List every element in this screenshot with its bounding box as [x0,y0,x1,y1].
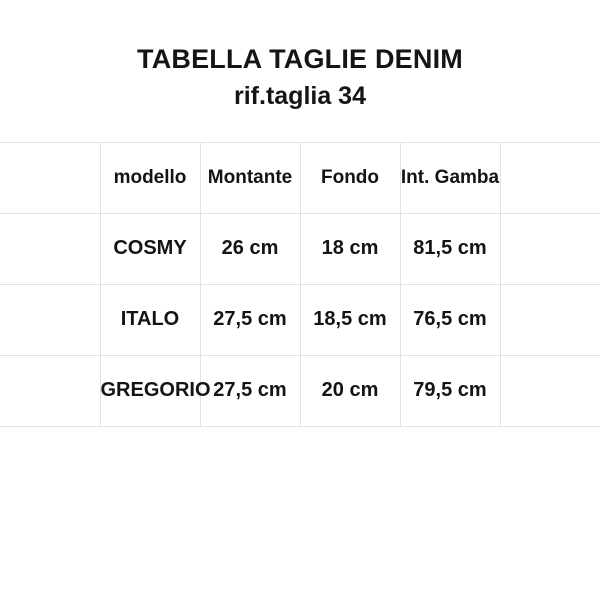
column-header-modello: modello [100,142,200,213]
table-row [0,355,600,426]
cell-int-gamba: 81,5 cm [400,213,500,284]
column-header-fondo: Fondo [300,142,400,213]
spacer-cell-left [0,213,100,284]
size-table-container [0,142,600,427]
cell-modello: GREGORIO [100,355,200,426]
cell-modello: ITALO [100,284,200,355]
table-row [0,213,600,284]
spacer-cell-right [500,213,600,284]
column-header-int-gamba: Int. Gamba [400,142,500,213]
table-row [0,284,600,355]
spacer-cell-right [500,355,600,426]
cell-montante: 26 cm [200,213,300,284]
page-subtitle: rif.taglia 34 [234,82,366,111]
spacer-cell-right [500,284,600,355]
cell-int-gamba: 76,5 cm [400,284,500,355]
spacer-cell-left-header [0,142,100,213]
cell-int-gamba: 79,5 cm [400,355,500,426]
cell-modello: COSMY [100,213,200,284]
cell-fondo: 18 cm [300,213,400,284]
spacer-cell-right-header [500,142,600,213]
cell-fondo: 20 cm [300,355,400,426]
size-table [0,142,600,427]
page-title: TABELLA TAGLIE DENIM [137,44,463,74]
spacer-cell-left [0,284,100,355]
cell-montante: 27,5 cm [200,284,300,355]
cell-fondo: 18,5 cm [300,284,400,355]
spacer-cell-left [0,355,100,426]
cell-montante: 27,5 cm [200,355,300,426]
column-header-montante: Montante [200,142,300,213]
table-header-row [0,142,600,213]
